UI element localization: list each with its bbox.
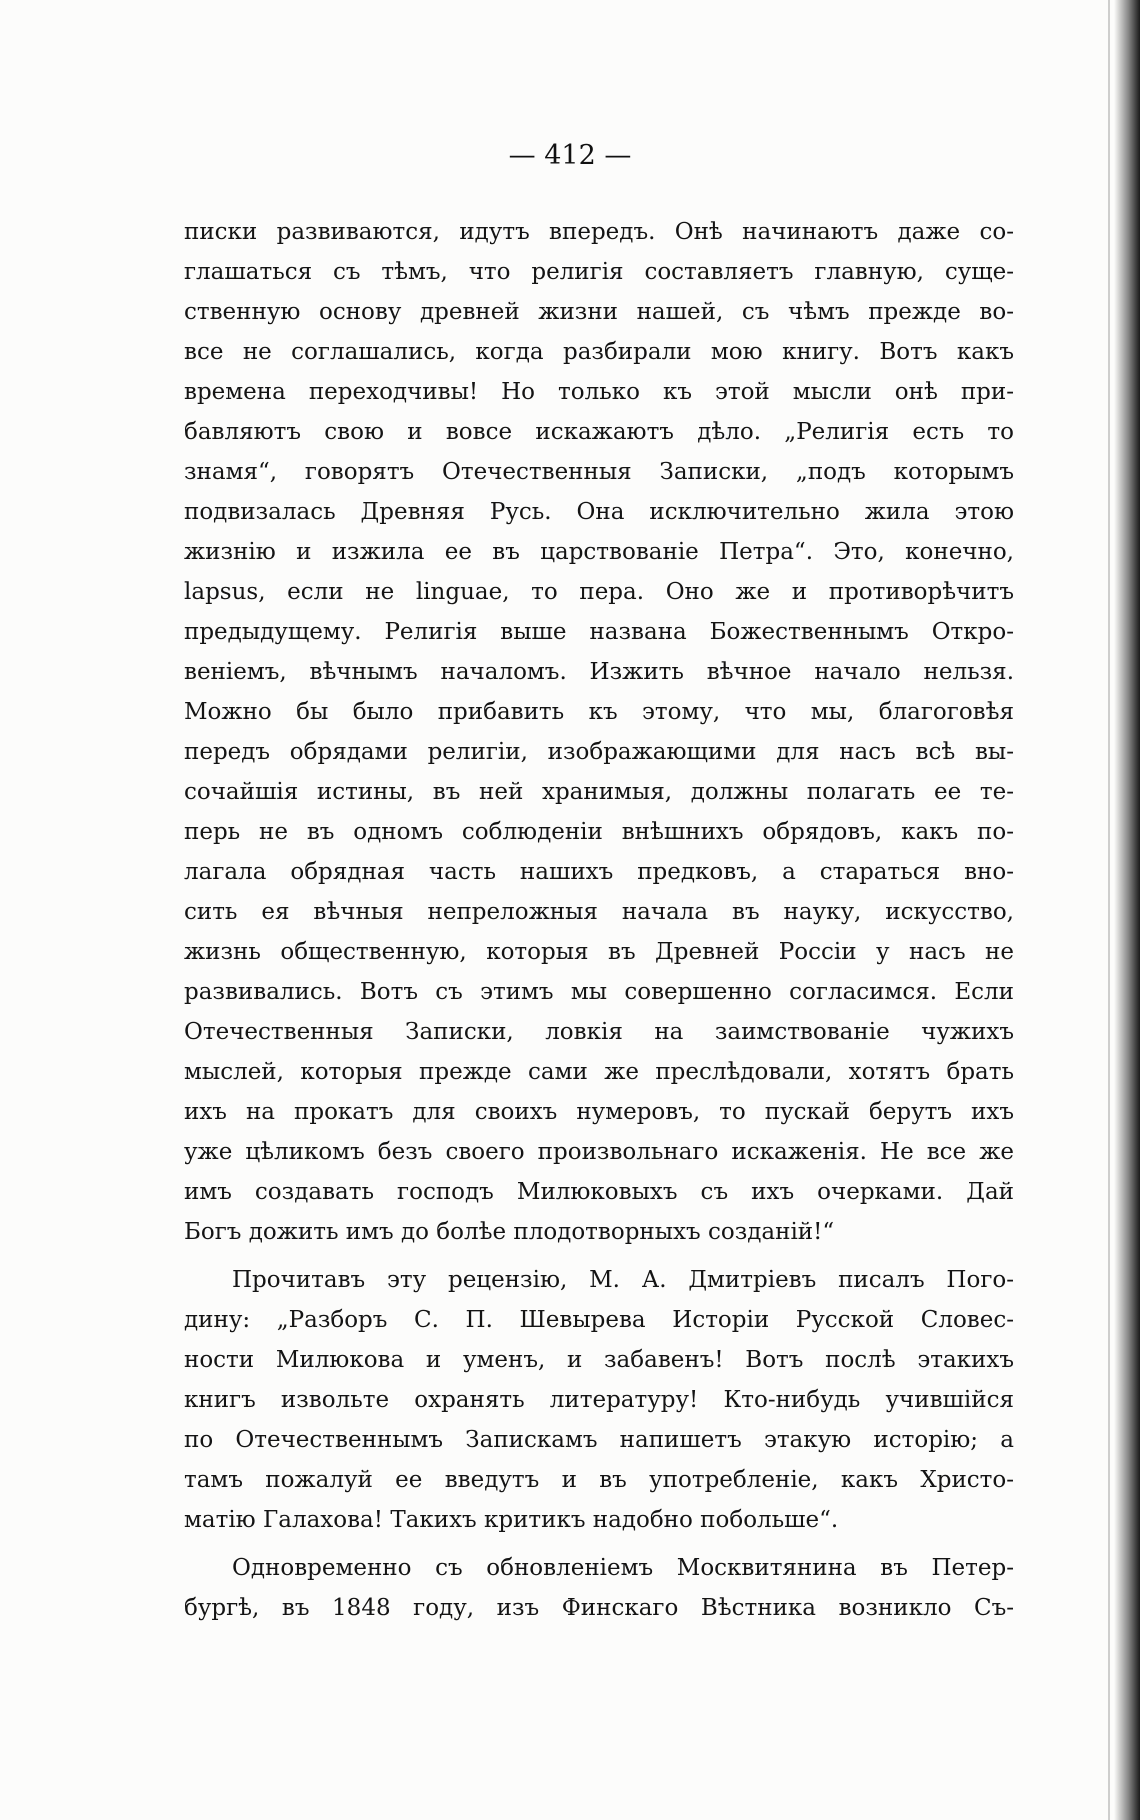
text-line: ихъ на прокатъ для своихъ нумеровъ, то пускай берутъ ихъ (184, 1099, 1014, 1125)
body-text (184, 212, 1014, 1628)
text-line: тамъ пожалуй ее введутъ и въ употребленіе, какъ Христо- (184, 1467, 1014, 1493)
text-line: жизнь общественную, которыя въ Древней Россіи у насъ не (184, 939, 1014, 965)
page-edge-line (1108, 0, 1110, 1820)
paragraph-start-line: Прочитавъ эту рецензію, М. А. Дмитріевъ писалъ Пого- (232, 1267, 1014, 1293)
text-line: имъ создавать господъ Милюковыхъ съ ихъ очерками. Дай (184, 1179, 1014, 1205)
text-line: Можно бы было прибавить къ этому, что мы, благоговѣя (184, 699, 1014, 725)
text-line: жизнію и изжила ее въ царствованіе Петра“. Это, конечно, (184, 539, 1014, 565)
text-line: сочайшія истины, въ ней хранимыя, должны полагать ее те- (184, 779, 1014, 805)
text-line: подвизалась Древняя Русь. Она исключительно жила этою (184, 499, 1014, 525)
paragraph-start-line: Одновременно съ обновленіемъ Москвитянина въ Петер- (232, 1555, 1014, 1581)
text-line: веніемъ, вѣчнымъ началомъ. Изжить вѣчное начало нельзя. (184, 659, 1014, 685)
text-line: сить ея вѣчныя непреложныя начала въ науку, искусство, (184, 899, 1014, 925)
text-line: Отечественныя Записки, ловкія на заимствованіе чужихъ (184, 1019, 1014, 1045)
text-line: мыслей, которыя прежде сами же преслѣдовали, хотятъ брать (184, 1059, 1014, 1085)
text-line: lapsus, если не linguae, то пера. Оно же и противорѣчитъ (184, 579, 1014, 605)
text-line: развивались. Вотъ съ этимъ мы совершенно согласимся. Если (184, 979, 1014, 1005)
text-line: времена переходчивы! Но только къ этой мысли онѣ при- (184, 379, 1014, 405)
text-line: лагала обрядная часть нашихъ предковъ, а стараться вно- (184, 859, 1014, 885)
text-line: бавляютъ свою и вовсе искажаютъ дѣло. „Религія есть то (184, 419, 1014, 445)
text-line: бургѣ, въ 1848 году, изъ Финскаго Вѣстника возникло Съ- (184, 1595, 1014, 1621)
text-line: дину: „Разборъ С. П. Шевырева Исторіи Русской Словес- (184, 1307, 1014, 1333)
text-line: Богъ дожить имъ до болѣе плодотворныхъ созданій!“ (184, 1219, 835, 1245)
text-line: предыдущему. Религія выше названа Божественнымъ Откро- (184, 619, 1014, 645)
page-edge-shadow (1114, 0, 1140, 1820)
page-number: — 412 — (508, 140, 632, 171)
text-line: матію Галахова! Такихъ критикъ надобно побольше“. (184, 1507, 839, 1533)
text-line: глашаться съ тѣмъ, что религія составляетъ главную, суще- (184, 259, 1014, 285)
text-line: ственную основу древней жизни нашей, съ чѣмъ прежде во- (184, 299, 1014, 325)
text-line: перь не въ одномъ соблюденіи внѣшнихъ обрядовъ, какъ по- (184, 819, 1014, 845)
text-line: уже цѣликомъ безъ своего произвольнаго искаженія. Не все же (184, 1139, 1014, 1165)
text-line: по Отечественнымъ Запискамъ напишетъ этакую исторію; а (184, 1427, 1014, 1453)
text-line: все не соглашались, когда разбирали мою книгу. Вотъ какъ (184, 339, 1014, 365)
text-line: книгъ извольте охранять литературу! Кто-нибудь учившійся (184, 1387, 1014, 1413)
text-line: ности Милюкова и уменъ, и забавенъ! Вотъ послѣ этакихъ (184, 1347, 1014, 1373)
text-line: писки развиваются, идутъ впередъ. Онѣ начинаютъ даже со- (184, 219, 1014, 245)
text-line: знамя“, говорятъ Отечественныя Записки, „подъ которымъ (184, 459, 1014, 485)
text-line: передъ обрядами религіи, изображающими для насъ всѣ вы- (184, 739, 1014, 765)
